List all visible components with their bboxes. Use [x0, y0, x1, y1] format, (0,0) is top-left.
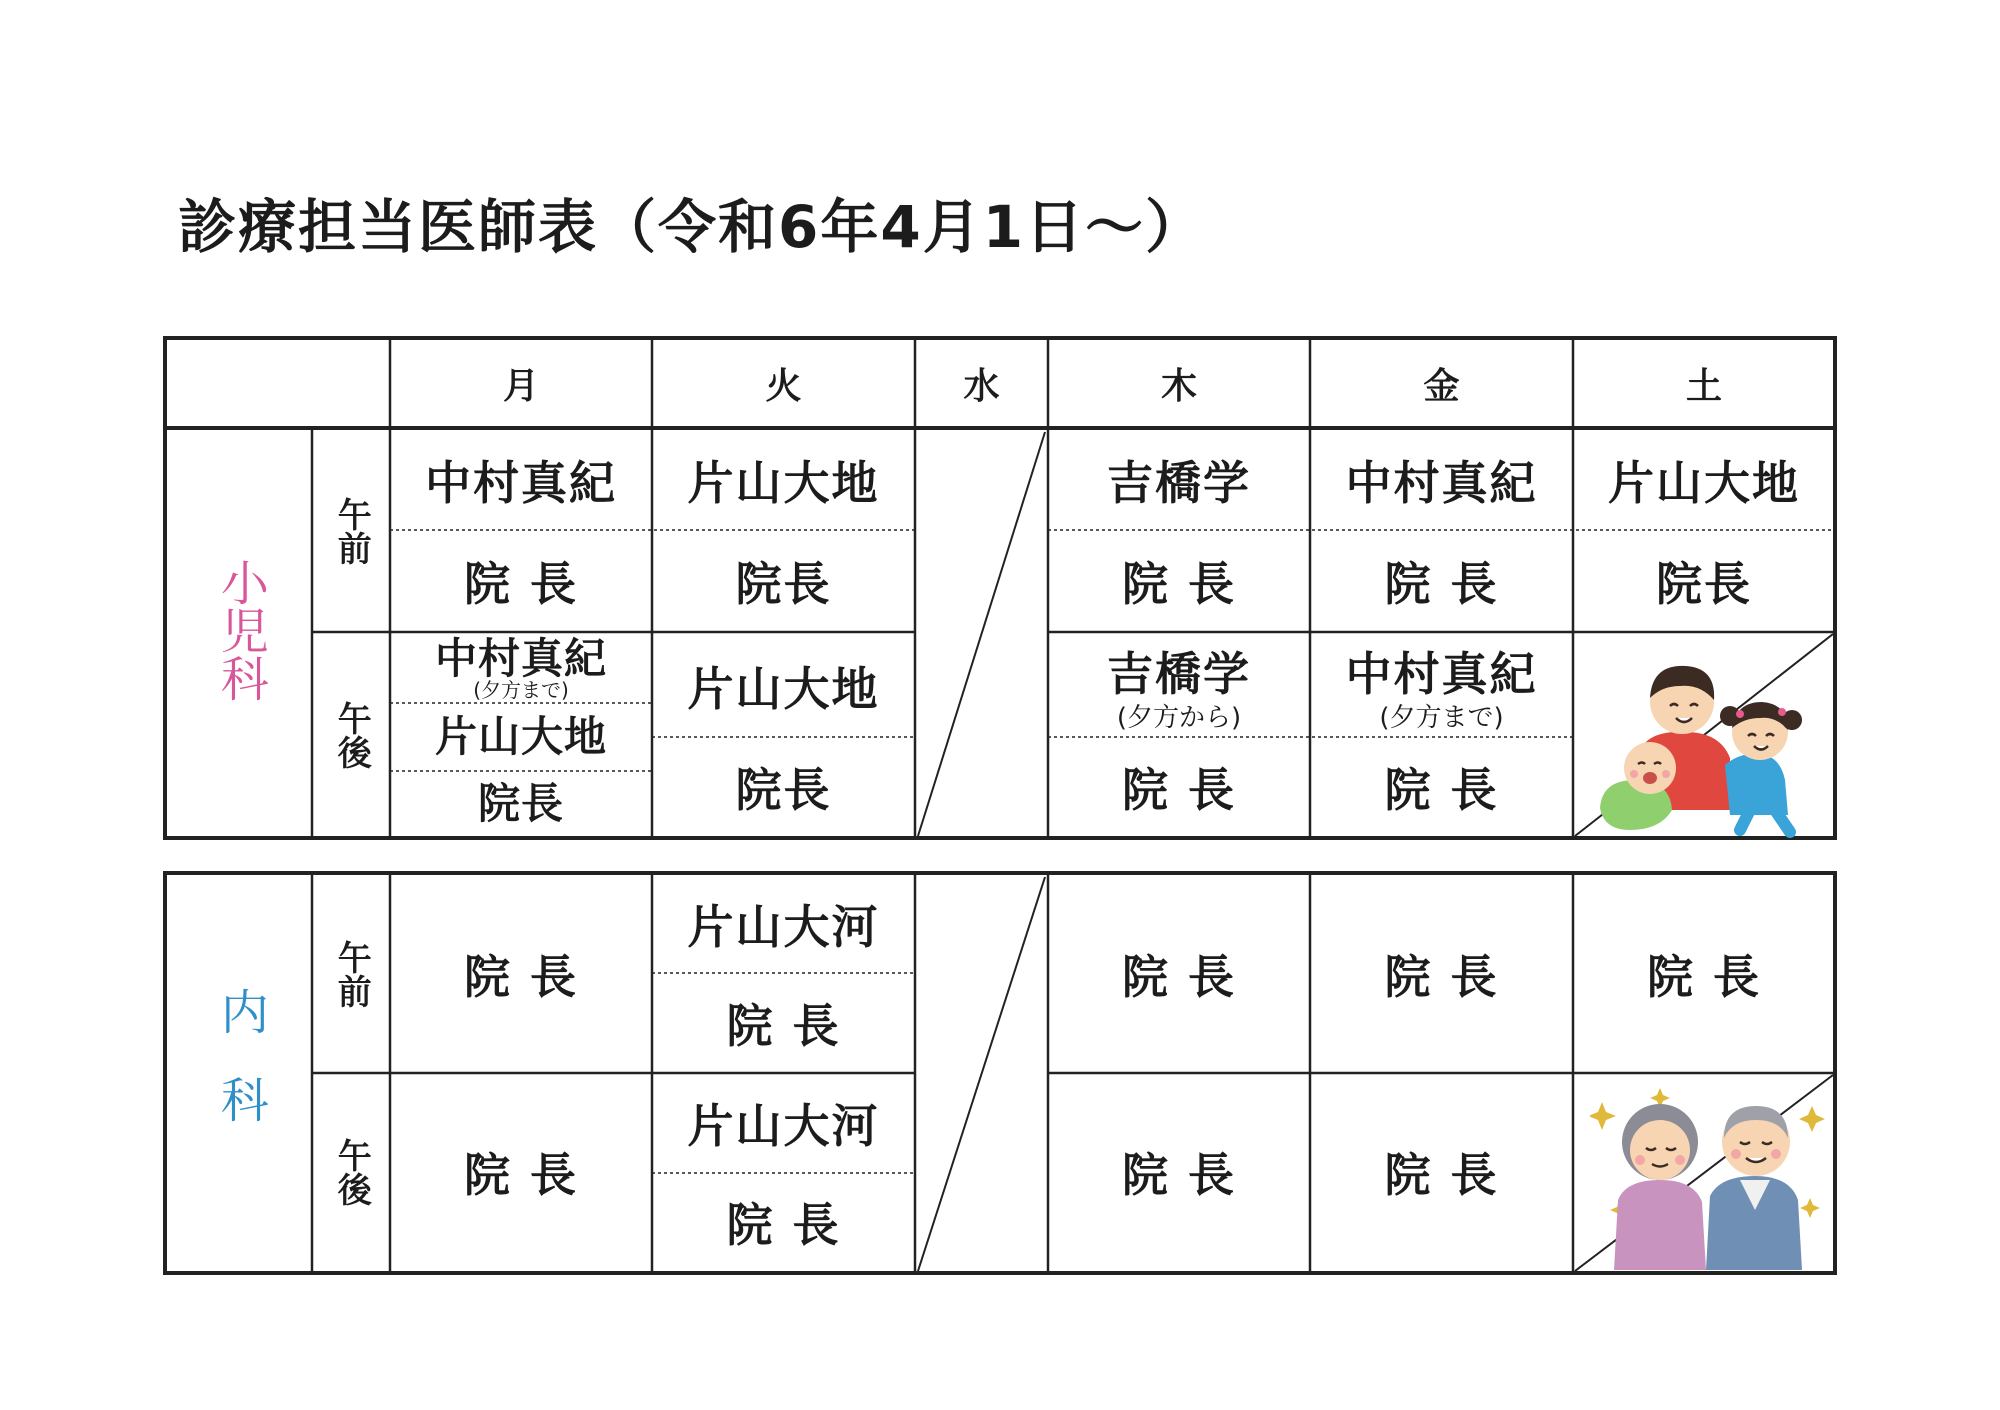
ped-am-fri-doctor: 中村真紀: [1345, 456, 1538, 510]
ped-am-thu-doctor: 吉橋学: [1107, 456, 1251, 510]
ped-pm-thu-doctor1: 吉橋学: [1107, 647, 1251, 702]
int-pm-tue-director: 院 長: [726, 1198, 841, 1252]
int-am-thu-director: 院 長: [1121, 950, 1236, 1004]
period-am-internal: [312, 875, 390, 1073]
period-label: 午前: [331, 497, 372, 565]
period-am-pediatrics: [312, 430, 390, 632]
ped-pm-fri-doctor1: 中村真紀: [1345, 647, 1538, 702]
period-label: 午前: [331, 940, 372, 1008]
dept-pediatrics-label: 小児科: [212, 558, 269, 702]
int-pm-thu-director: 院 長: [1121, 1148, 1236, 1202]
ped-pm-thu-director: 院 長: [1121, 762, 1236, 817]
int-am-mon-director: 院 長: [463, 950, 578, 1004]
ped-pm-tue-director: 院長: [735, 762, 832, 817]
ped-am-fri-director: 院 長: [1384, 557, 1499, 611]
ped-am-sat-doctor: 片山大地: [1608, 456, 1800, 510]
ped-pm-mon-doctor1: 中村真紀: [434, 633, 607, 683]
ped-am-sat-director: 院長: [1656, 557, 1752, 611]
header-fri: 金: [1423, 365, 1460, 407]
int-pm-tue-doctor: 片山大河: [687, 1099, 880, 1153]
int-pm-mon-director: 院 長: [463, 1148, 578, 1202]
header-thu: 木: [1160, 365, 1197, 407]
int-am-fri-director: 院 長: [1384, 950, 1499, 1004]
ped-pm-fri-director: 院 長: [1384, 762, 1499, 817]
period-label: 午後: [331, 701, 372, 769]
header-mon: 月: [502, 365, 539, 407]
dept-pediatrics: [195, 530, 285, 730]
page-title: 診療担当医師表（令和6年4月1日～）: [178, 193, 1206, 261]
ped-am-tue-doctor: 片山大地: [687, 456, 880, 510]
children-illustration: [1590, 640, 1830, 840]
ped-pm-thu-first: [1048, 634, 1310, 737]
ped-pm-mon-doctor2: 片山大地: [434, 712, 607, 761]
dept-internal-label: 内科: [212, 987, 269, 1163]
period-pm-pediatrics: [312, 632, 390, 838]
header-sat: 土: [1685, 365, 1722, 407]
elderly-couple-illustration: [1590, 1080, 1830, 1270]
ped-am-mon-director: 院 長: [463, 557, 578, 611]
header-tue: 火: [765, 365, 802, 407]
ped-pm-mon-director: 院長: [477, 778, 564, 828]
dept-internal: [195, 960, 285, 1190]
ped-am-mon-doctor: 中村真紀: [425, 456, 617, 510]
period-label: 午後: [331, 1138, 372, 1206]
ped-pm-tue-doctor: 片山大地: [687, 661, 880, 716]
header-wed: 水: [963, 365, 1000, 407]
ped-pm-mon-first: [390, 634, 652, 703]
int-am-tue-director: 院 長: [726, 999, 841, 1053]
int-am-sat-director: 院 長: [1646, 950, 1761, 1004]
ped-pm-fri-first: [1310, 634, 1573, 737]
period-pm-internal: [312, 1073, 390, 1271]
ped-pm-thu-note1: (夕方から): [1116, 703, 1242, 734]
ped-am-thu-director: 院 長: [1121, 557, 1236, 611]
int-am-tue-doctor: 片山大河: [687, 900, 880, 954]
ped-pm-mon-note1: (夕方まで): [473, 677, 569, 702]
ped-pm-fri-note1: (夕方まで): [1379, 703, 1504, 734]
int-pm-fri-director: 院 長: [1384, 1148, 1499, 1202]
ped-am-tue-director: 院長: [735, 557, 832, 611]
